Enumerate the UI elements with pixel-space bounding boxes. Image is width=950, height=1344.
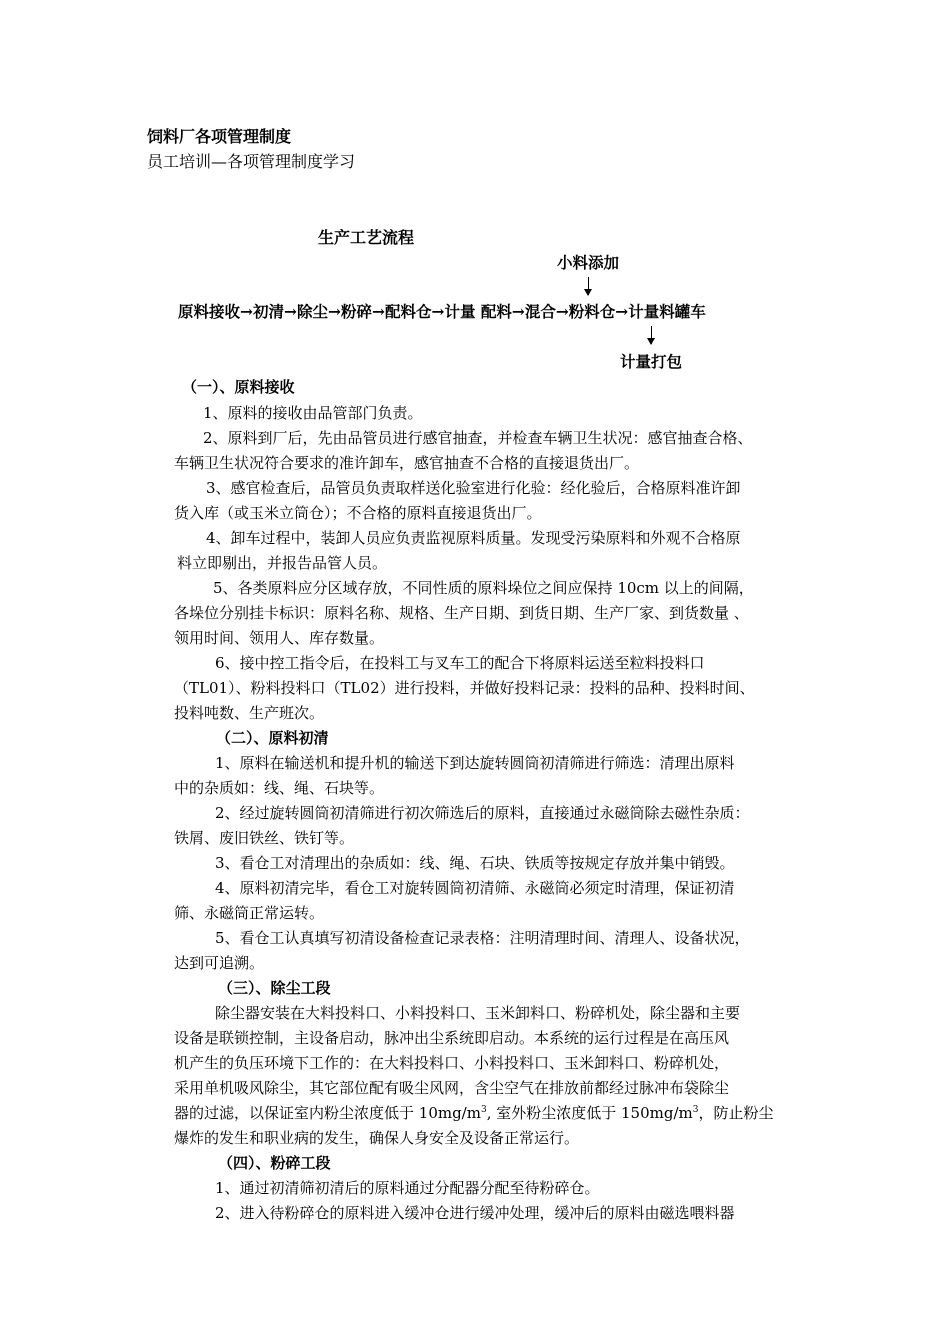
paragraph-line: 筛、永磁筒正常运转。	[174, 904, 325, 922]
paragraph-line: 各垛位分别挂卡标识：原料名称、规格、生产日期、到货日期、生产厂家、到货数量 、	[174, 604, 749, 622]
paragraph-line: 达到可追溯。	[174, 954, 265, 972]
paragraph-line: 车辆卫生状况符合要求的准许卸车，感官抽查不合格的直接退货出厂。	[174, 454, 640, 472]
paragraph-line: 设备是联锁控制，主设备启动，脉冲出尘系统即启动。本系统的运行过程是在高压风	[174, 1029, 730, 1047]
paragraph-line: 3、看仓工对清理出的杂质如：线、绳、石块、铁质等按规定存放并集中销毁。	[215, 854, 735, 872]
flow-label-packing: 计量打包	[620, 352, 683, 371]
paragraph-line: 5、各类原料应分区域存放，不同性质的原料垛位之间应保持 10cm 以上的间隔，	[213, 579, 754, 597]
paragraph-line: 中的杂质如：线、绳、石块等。	[174, 779, 385, 797]
paragraph-line: 2、经过旋转圆筒初清筛进行初次筛选后的原料，直接通过永磁筒除去磁性杂质：	[215, 804, 750, 822]
paragraph-line: 领用时间、领用人、库存数量。	[174, 629, 385, 647]
paragraph-line	[174, 1103, 774, 1123]
section-heading: （一）、原料接收	[182, 378, 295, 396]
document-subtitle: 员工培训—各项管理制度学习	[147, 152, 356, 171]
text-fragment: ，防止粉尘	[698, 1104, 774, 1122]
text-fragment: , 室外粉尘浓度低于 150mg/m	[486, 1104, 693, 1122]
paragraph-line: 2、进入待粉碎仓的原料进入缓冲仓进行缓冲处理，缓冲后的原料由磁选喂料器	[215, 1204, 735, 1222]
paragraph-line: 1、原料的接收由品管部门负责。	[203, 404, 423, 422]
paragraph-line: 料立即剔出，并报告品管人员。	[177, 554, 388, 572]
paragraph-line: 4、原料初清完毕，看仓工对旋转圆筒初清筛、永磁筒必须定时清理，保证初清	[215, 879, 735, 897]
flow-label-additive: 小料添加	[557, 253, 620, 272]
paragraph-line: 货入库（或玉米立筒仓）；不合格的原料直接退货出厂。	[174, 504, 542, 522]
paragraph-line: 铁屑、废旧铁丝、铁钉等。	[174, 829, 355, 847]
paragraph-line: 1、通过初清筛初清后的原料通过分配器分配至待粉碎仓。	[215, 1179, 600, 1197]
flow-main-line: 原料接收→初清→除尘→粉碎→配料仓→计量 配料→混合→粉料仓→计量料罐车	[178, 302, 706, 321]
superscript: 3	[692, 1105, 699, 1115]
paragraph-line: 2、原料到厂后，先由品管员进行感官抽查，并检查车辆卫生状况：感官抽查合格、	[203, 429, 753, 447]
paragraph-line: 1、原料在输送机和提升机的输送下到达旋转圆筒初清筛进行筛选：清理出原料	[215, 754, 735, 772]
paragraph-line: 爆炸的发生和职业病的发生，确保人身安全及设备正常运行。	[174, 1129, 580, 1147]
paragraph-line: 除尘器安装在大料投料口、小料投料口、玉米卸料口、粉碎机处，除尘器和主要	[215, 1004, 741, 1022]
paragraph-line: 5、看仓工认真填写初清设备检查记录表格：注明清理时间、清理人、设备状况，	[215, 929, 750, 947]
flow-title: 生产工艺流程	[318, 228, 415, 247]
paragraph-line: 3、感官检查后，品管员负责取样送化验室进行化验：经化验后，合格原料准许卸	[206, 479, 741, 497]
document-title: 饲料厂各项管理制度	[147, 127, 292, 146]
superscript: 3	[480, 1105, 487, 1115]
arrow-down-icon	[651, 326, 652, 344]
text-fragment: 器的过滤，以保证室内粉尘浓度低于 10mg/m	[174, 1104, 481, 1122]
section-heading: （四）、粉碎工段	[218, 1154, 331, 1172]
section-heading: （二）、原料初清	[216, 729, 329, 747]
paragraph-line: 6、接中控工指令后，在投料工与叉车工的配合下将原料运送至粒料投料口	[215, 654, 705, 672]
section-heading: （三）、除尘工段	[218, 979, 331, 997]
arrow-down-icon	[588, 277, 589, 295]
paragraph-line: 4、卸车过程中，装卸人员应负责监视原料质量。发现受污染原料和外观不合格原	[206, 529, 741, 547]
paragraph-line: （TL01）、粉料投料口（TL02）进行投料，并做好投料记录：投料的品种、投料时间、	[174, 679, 755, 697]
paragraph-line: 采用单机吸风除尘，其它部位配有吸尘风网，含尘空气在排放前都经过脉冲布袋除尘	[174, 1079, 730, 1097]
paragraph-line: 投料吨数、生产班次。	[174, 704, 325, 722]
paragraph-line: 机产生的负压环境下工作的：在大料投料口、小料投料口、玉米卸料口、粉碎机处，	[174, 1054, 730, 1072]
